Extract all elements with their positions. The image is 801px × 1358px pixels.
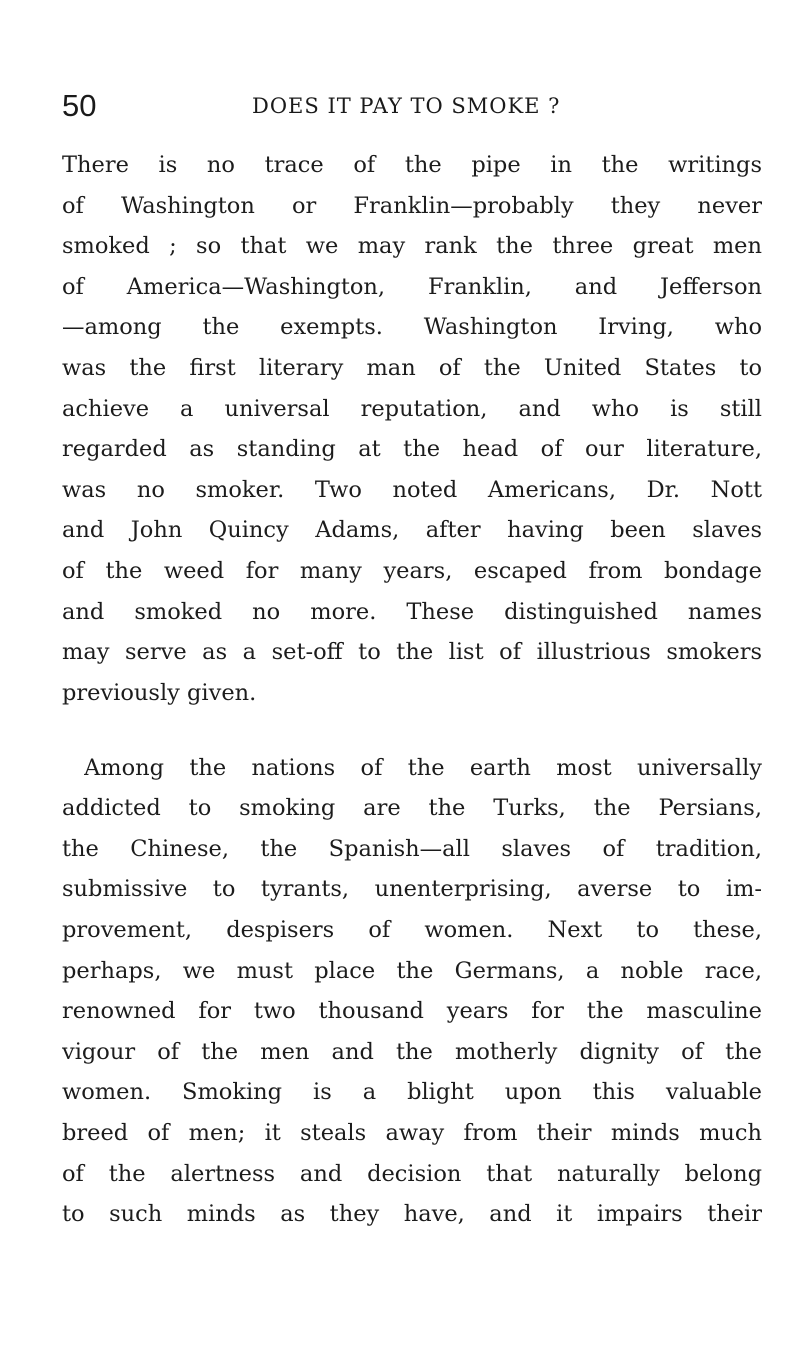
- paragraph-line: of the alertness and decision that naturally belong: [62, 1161, 762, 1187]
- paragraph-line: smoked ; so that we may rank the three great men: [62, 233, 762, 259]
- paragraph-line: perhaps, we must place the Germans, a noble race,: [62, 958, 762, 984]
- paragraph-line: provement, despisers of women. Next to these,: [62, 917, 762, 943]
- page-number: 50: [62, 88, 97, 123]
- paragraph-line: achieve a universal reputation, and who is still: [62, 396, 762, 422]
- paragraph-line: to such minds as they have, and it impairs their: [62, 1201, 762, 1227]
- paragraph-line: the Chinese, the Spanish—all slaves of tradition,: [62, 836, 762, 862]
- paragraph-line: may serve as a set-off to the list of illustrious smokers: [62, 639, 762, 665]
- paragraph-line: There is no trace of the pipe in the writings: [62, 152, 762, 178]
- running-title: DOES IT PAY TO SMOKE ?: [252, 94, 561, 118]
- paragraph-line: —among the exempts. Washington Irving, who: [62, 314, 762, 340]
- paragraph-line: of Washington or Franklin—probably they never: [62, 193, 762, 219]
- paragraph-line: Among the nations of the earth most universally: [84, 755, 762, 781]
- paragraph-line: and John Quincy Adams, after having been slaves: [62, 517, 762, 543]
- paragraph-line: women. Smoking is a blight upon this valuable: [62, 1079, 762, 1105]
- paragraph-line: submissive to tyrants, unenterprising, averse to im-: [62, 876, 762, 902]
- paragraph-line: was no smoker. Two noted Americans, Dr. Nott: [62, 477, 762, 503]
- paragraph-line: of the weed for many years, escaped from bondage: [62, 558, 762, 584]
- running-head: [62, 86, 762, 126]
- paragraph-line: addicted to smoking are the Turks, the Persians,: [62, 795, 762, 821]
- paragraph-line: renowned for two thousand years for the masculine: [62, 998, 762, 1024]
- paragraph-line: breed of men; it steals away from their minds much: [62, 1120, 762, 1146]
- paragraph-line: regarded as standing at the head of our literature,: [62, 436, 762, 462]
- paragraph-line: and smoked no more. These distinguished names: [62, 599, 762, 625]
- paragraph-line: vigour of the men and the motherly dignity of the: [62, 1039, 762, 1065]
- paragraph-line: of America—Washington, Franklin, and Jefferson: [62, 274, 762, 300]
- paragraph-line: previously given.: [62, 680, 257, 706]
- paragraph-line: was the first literary man of the United States to: [62, 355, 762, 381]
